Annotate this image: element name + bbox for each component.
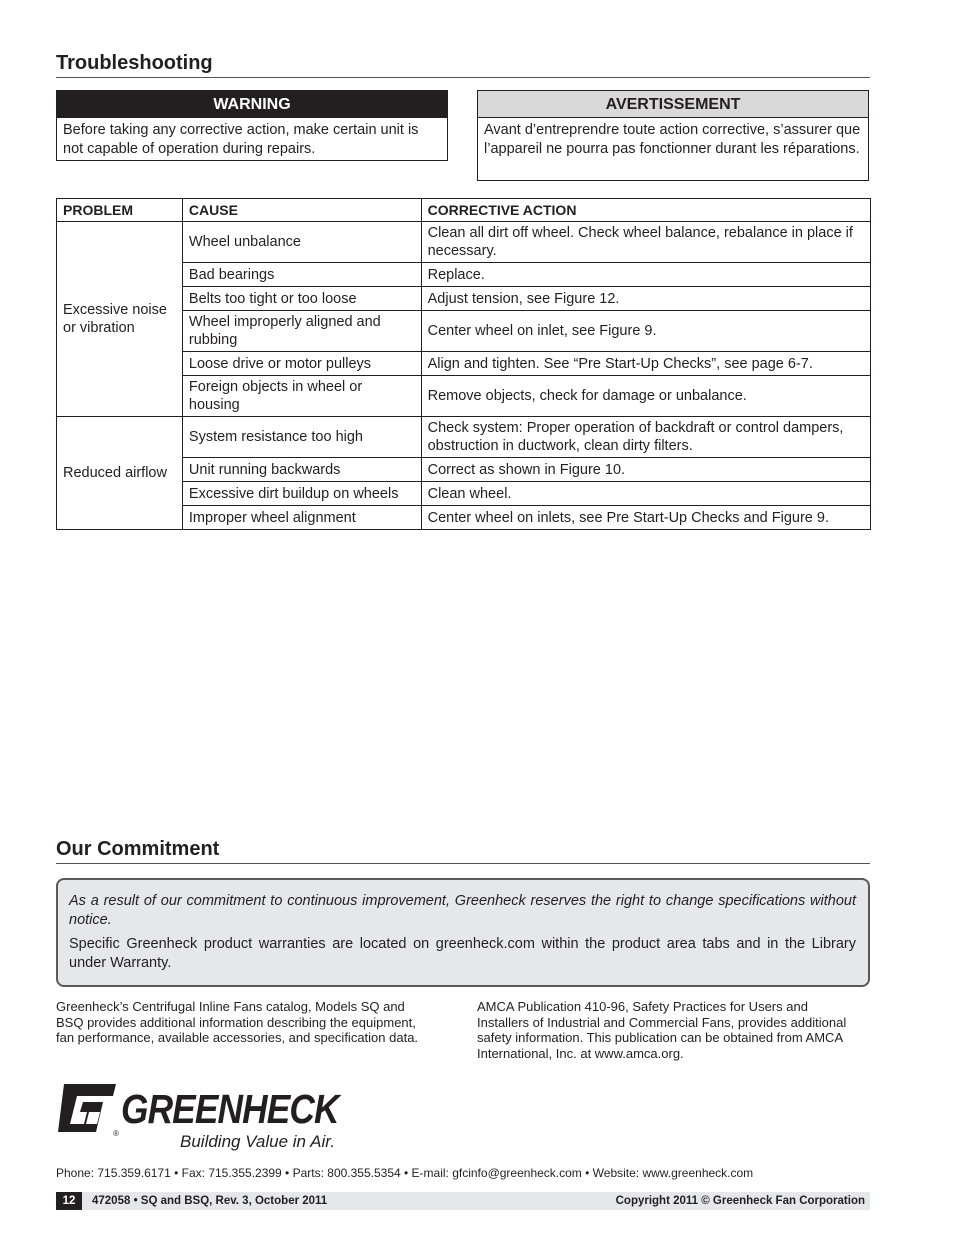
cause-cell: Wheel improperly aligned and rubbing [182,311,421,352]
table-header-row [57,199,871,222]
cause-cell: Belts too tight or too loose [182,287,421,311]
action-cell: Align and tighten. See “Pre Start-Up Checks”, see page 6-7. [421,352,870,376]
cause-cell: Wheel unbalance [182,222,421,263]
cause-cell: Unit running backwards [182,458,421,482]
troubleshooting-table [56,198,871,530]
warranty-text: Specific Greenheck product warranties are located on greenheck.com within the product area tabs and in the Library under Warranty. [69,936,856,971]
cause-cell: Loose drive or motor pulleys [182,352,421,376]
cause-cell: Foreign objects in wheel or housing [182,376,421,417]
action-cell: Center wheel on inlets, see Pre Start-Up Checks and Figure 9. [421,506,870,530]
greenheck-g-logo-icon [56,1082,120,1141]
problem-cell: Excessive noise or vibration [57,222,183,417]
troubleshooting-title: Troubleshooting [56,52,213,74]
table-row [57,417,871,458]
action-cell: Clean wheel. [421,482,870,506]
commitment-divider [56,863,870,864]
greenheck-wordmark: GREENHECK [121,1086,339,1132]
document-id: 472058 • SQ and BSQ, Rev. 3, October 2011 [92,1195,328,1207]
action-cell: Remove objects, check for damage or unbalance. [421,376,870,417]
problem-cell: Reduced airflow [57,417,183,530]
action-cell: Adjust tension, see Figure 12. [421,287,870,311]
action-cell: Replace. [421,263,870,287]
warning-text: Before taking any corrective action, make certain unit is not capable of operation during repairs. [63,122,419,157]
cause-cell: Excessive dirt buildup on wheels [182,482,421,506]
commitment-title: Our Commitment [56,838,220,860]
page-number: 12 [56,1192,82,1210]
commitment-notice: As a result of our commitment to continuous improvement, Greenheck reserves the right to change specifications without notice. [69,893,856,928]
avertissement-box [477,90,869,181]
title-divider [56,77,870,78]
cause-cell: Improper wheel alignment [182,506,421,530]
catalog-info: Greenheck’s Centrifugal Inline Fans catalog, Models SQ and BSQ provides additional information describing the equipment, fan performance, available accessories, and specification data. [56,999,419,1046]
action-cell: Center wheel on inlet, see Figure 9. [421,311,870,352]
commitment-box [56,878,870,987]
cause-cell: System resistance too high [182,417,421,458]
contact-info: Phone: 715.359.6171 • Fax: 715.355.2399 • Parts: 800.355.5354 • E-mail: gfcinfo@greenheck.com • Website: www.greenheck.com [56,1166,754,1180]
header-problem: PROBLEM [57,199,183,222]
brand-tagline: Building Value in Air. [180,1132,335,1151]
avertissement-heading: AVERTISSEMENT [478,91,868,118]
action-cell: Check system: Proper operation of backdraft or control dampers, obstruction in ductwork, clean dirty filters. [421,417,870,458]
amca-info: AMCA Publication 410-96, Safety Practices for Users and Installers of Industrial and Commercial Fans, provides additional safety information. This publication can be obtained from AMCA International, Inc. at www.amca.org. [477,999,847,1062]
table-row [57,222,871,263]
footer-bar [56,1192,870,1210]
cause-cell: Bad bearings [182,263,421,287]
registered-mark: ® [113,1129,119,1138]
header-corrective-action: CORRECTIVE ACTION [421,199,870,222]
action-cell: Clean all dirt off wheel. Check wheel balance, rebalance in place if necessary. [421,222,870,263]
copyright: Copyright 2011 © Greenheck Fan Corporation [615,1195,865,1207]
warning-box [56,90,448,161]
header-cause: CAUSE [182,199,421,222]
warning-heading: WARNING [57,91,447,118]
avertissement-text: Avant d’entreprendre toute action corrective, s’assurer que l’appareil ne pourra pas fonctionner durant les réparations. [484,122,861,157]
action-cell: Correct as shown in Figure 10. [421,458,870,482]
